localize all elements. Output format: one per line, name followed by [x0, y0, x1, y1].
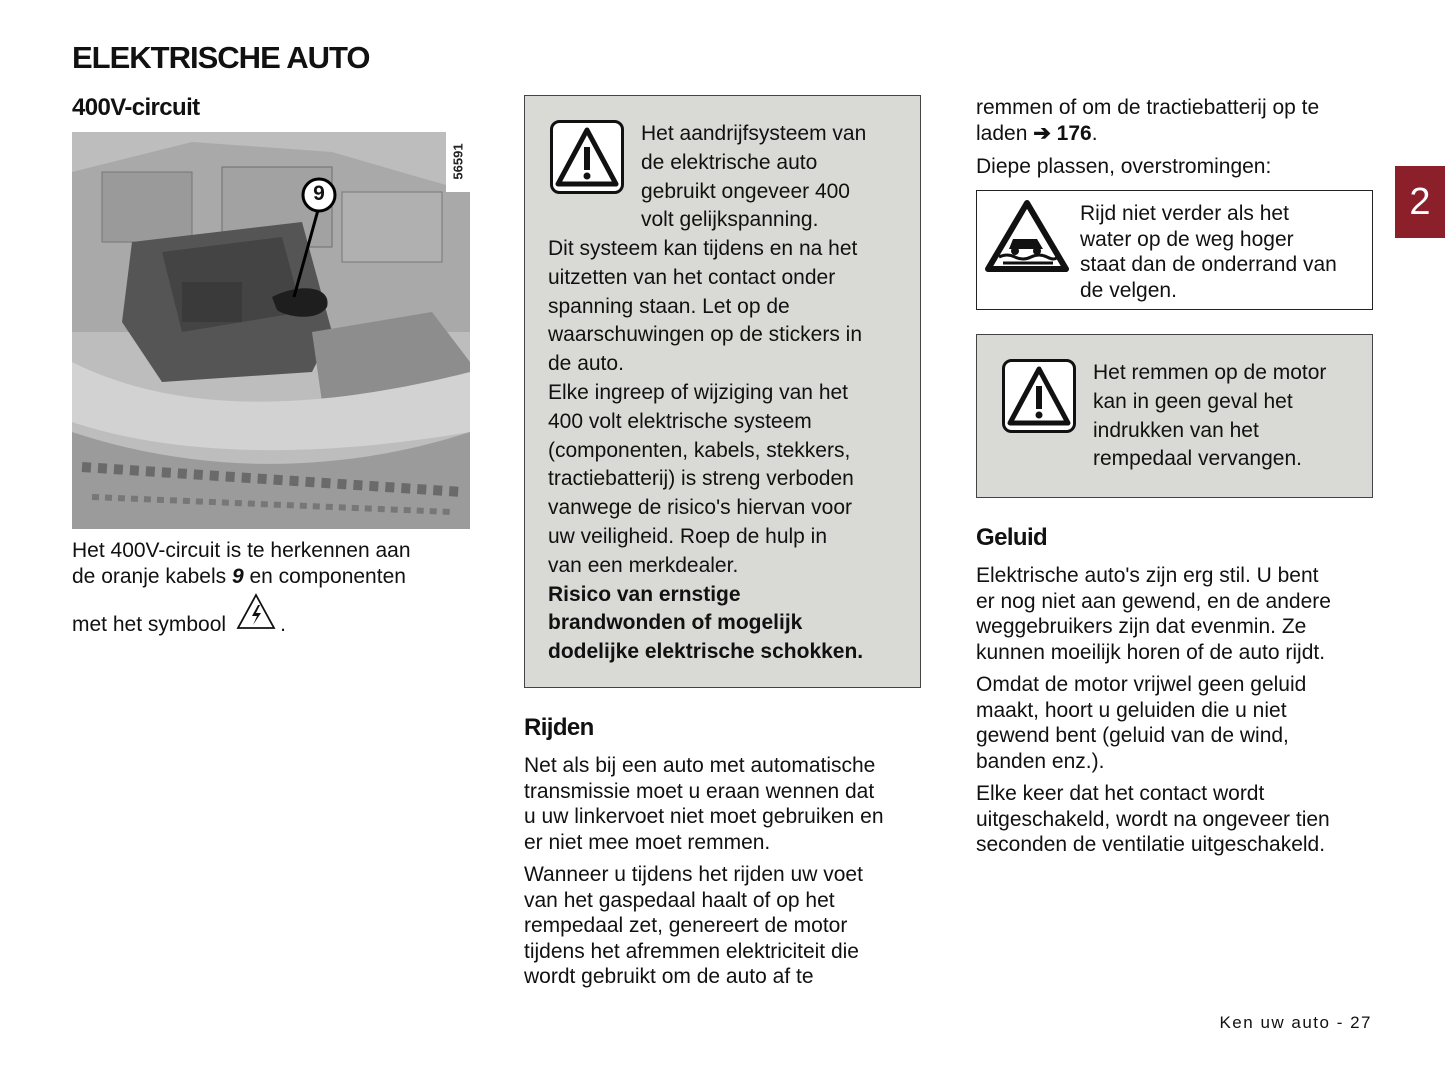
- warning-bold-text: Risico van ernstige: [548, 582, 741, 606]
- brake-warning-text: Het remmen op de motor kan in geen geval het indrukken van het rempedaal vervangen.: [1093, 361, 1327, 471]
- high-voltage-icon: [236, 593, 276, 638]
- caption-line-2: de oranje kabels 9 en componenten: [72, 564, 406, 588]
- caption-line-1: Het 400V-circuit is te herkennen aan: [72, 539, 411, 562]
- chapter-tab[interactable]: 2: [1395, 166, 1445, 238]
- warning-intro: Het aandrijfsysteem van de elektrische auto gebruikt ongeveer 400 volt gelijkspanning.: [641, 122, 867, 232]
- warning-body: Dit systeem kan tijdens en na het uitzetten van het contact onder spanning staan. Let op de waarschuwingen op de stickers in de auto. Elke ingreep of wijziging van het 400 volt elektrische systeem (componenten, kabels, stekkers, tractiebatterij) is streng verboden vanwege de risico's hiervan voor uw veiligheid. Roep de hulp in van een merkdealer. Risico van ernstige brandwonden of mogelijk dodelijke elektrische schokken.: [548, 235, 918, 667]
- paragraph: Net als bij een auto met automatische transmissie moet u eraan wennen dat u uw linkervoet niet moet gebruiken en er niet mee moet remmen.: [524, 754, 884, 854]
- geluid-text: [976, 563, 1386, 865]
- page-title: ELEKTRISCHE AUTO: [72, 40, 370, 75]
- warning-triangle-icon: [1002, 359, 1076, 438]
- paragraph: Omdat de motor vrijwel geen geluid maakt, hoort u geluiden die u niet gewend bent (geluid van de wind, banden enz.).: [976, 673, 1307, 773]
- water-warning-text: Rijd niet verder als het water op de weg hoger staat dan de onderrand van de velgen.: [1080, 202, 1337, 302]
- flooded-road-icon: [985, 199, 1069, 278]
- voltage-warning-box: [524, 95, 921, 688]
- paragraph: Elke keer dat het contact wordt uitgeschakeld, wordt na ongeveer tien seconden de ventilatie uitgeschakeld.: [976, 782, 1330, 856]
- page-footer: Ken uw auto - 27: [1219, 1013, 1372, 1032]
- engine-bay-image: [72, 132, 470, 529]
- caption-line-3: met het symbool .: [72, 597, 492, 637]
- section-heading-rijden: Rijden: [524, 714, 594, 741]
- section-heading-geluid: Geluid: [976, 524, 1048, 551]
- brake-warning-box: [976, 334, 1373, 498]
- warning-triangle-icon: [550, 120, 624, 199]
- section-heading-400v: 400V-circuit: [72, 94, 200, 121]
- image-code: 56591: [450, 143, 466, 180]
- page-reference-link[interactable]: 176: [1050, 121, 1092, 145]
- water-warning-box: [976, 190, 1373, 310]
- paragraph: Wanneer u tijdens het rijden uw voet van het gaspedaal haalt of op het rempedaal zet, genereert de motor tijdens het afremmen elektriciteit die wordt gebruikt om de auto af te: [524, 863, 863, 988]
- callout-number: 9: [313, 182, 325, 205]
- image-caption: [72, 538, 492, 637]
- callout-ref: 9: [231, 564, 244, 588]
- continued-text: remmen of om de tractiebatterij op te laden ➔ 176. Diepe plassen, overstromingen:: [976, 95, 1376, 180]
- floods-label: Diepe plassen, overstromingen:: [976, 155, 1272, 178]
- arrow-right-icon: ➔: [1033, 121, 1051, 145]
- paragraph: Elektrische auto's zijn erg stil. U bent er nog niet aan gewend, en de andere weggebruikers zijn dat evenmin. Ze kunnen moeilijk horen of de auto rijdt.: [976, 564, 1331, 664]
- engine-bay-drawing: [72, 132, 470, 529]
- rijden-text: [524, 753, 934, 997]
